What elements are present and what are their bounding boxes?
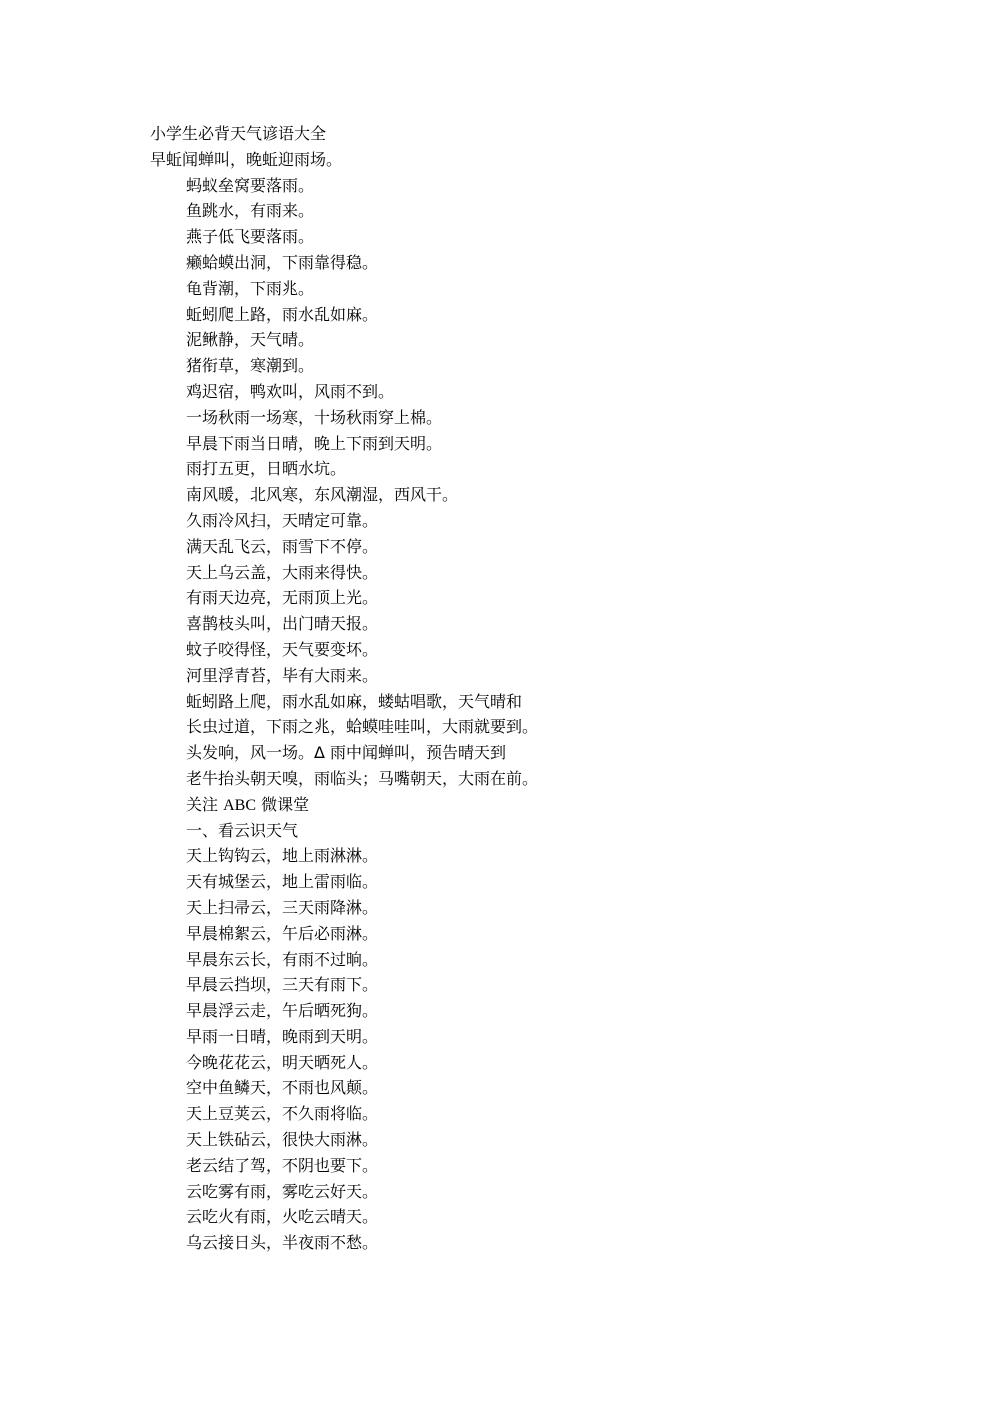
proverb-line: 空中鱼鳞天，不雨也风颠。 [186, 1078, 379, 1098]
proverb-line: 泥鳅静，天气晴。 [186, 330, 315, 350]
proverb-line: 天上钩钩云，地上雨淋淋。 [186, 846, 379, 866]
proverb-line: 天有城堡云，地上雷雨临。 [186, 872, 379, 892]
proverb-line: 猪衔草，寒潮到。 [186, 356, 315, 376]
proverb-line: 天上豆荚云，不久雨将临。 [186, 1104, 379, 1124]
proverb-line: 河里浮青苔，毕有大雨来。 [186, 665, 379, 685]
proverb-line: 早晨下雨当日晴，晚上下雨到天明。 [186, 433, 443, 453]
proverb-line: 天上扫帚云，三天雨降淋。 [186, 897, 379, 917]
proverb-line: 蚯蚓爬上路，雨水乱如麻。 [186, 304, 379, 324]
proverb-line: 天上乌云盖，大雨来得快。 [186, 562, 379, 582]
proverb-line: 早晨东云长，有雨不过晌。 [186, 949, 379, 969]
proverb-line: 龟背潮，下雨兆。 [186, 278, 315, 298]
proverb-line: 鸡迟宿，鸭欢叫，风雨不到。 [186, 381, 395, 401]
proverb-line: 雨打五更，日晒水坑。 [186, 459, 347, 479]
proverb-line: 喜鹊枝头叫，出门晴天报。 [186, 614, 379, 634]
proverb-list [150, 173, 870, 792]
proverb-line: 燕子低飞要落雨。 [186, 227, 315, 247]
proverb-line: 有雨天边亮，无雨顶上光。 [186, 588, 379, 608]
proverb-line: 蚊子咬得怪，天气要变坏。 [186, 639, 379, 659]
follow-brand: ABC [223, 796, 256, 814]
section-heading: 一、看云识天气 [186, 820, 299, 840]
proverb-line: 长虫过道，下雨之兆，蛤蟆哇哇叫，大雨就要到。 [186, 717, 539, 737]
proverb-line: 头发响，风一场。Δ 雨中闻蝉叫，预告晴天到 [186, 743, 507, 763]
proverb-line: 一场秋雨一场寒，十场秋雨穿上棉。 [186, 407, 443, 427]
follow-line [150, 792, 870, 818]
proverb-line: 早晨云挡坝，三天有雨下。 [186, 975, 379, 995]
proverb-line: 早晨浮云走，午后晒死狗。 [186, 1001, 379, 1021]
proverb-line: 天上铁砧云，很快大雨淋。 [186, 1130, 379, 1150]
follow-prefix: 关注 [186, 794, 224, 814]
document-title: 小学生必背天气谚语大全 [150, 124, 327, 143]
proverb-line: 满天乱飞云，雨雪下不停。 [186, 536, 379, 556]
proverb-line: 云吃雾有雨，雾吃云好天。 [186, 1181, 379, 1201]
follow-suffix: 微课堂 [256, 794, 310, 814]
proverb-line: 今晚花花云，明天晒死人。 [186, 1052, 379, 1072]
proverb-line: 早雨一日晴，晚雨到天明。 [186, 1026, 379, 1046]
proverb-line: 蚯蚓路上爬，雨水乱如麻，蝼蛄唱歌，天气晴和 [186, 691, 523, 711]
proverb-line: 云吃火有雨，火吃云晴天。 [186, 1207, 379, 1227]
proverb-line: 蚂蚁垒窝要落雨。 [186, 175, 315, 195]
proverb-line: 老牛抬头朝天嗅，雨临头；马嘴朝天，大雨在前。 [186, 768, 539, 788]
document-body [150, 121, 870, 1256]
proverb-line: 癞蛤蟆出洞，下雨靠得稳。 [186, 252, 379, 272]
proverb-line: 南风暖，北风寒，东风潮湿，西风干。 [186, 485, 459, 505]
proverb-line: 老云结了驾，不阴也要下。 [186, 1155, 379, 1175]
cloud-proverb-list [150, 843, 870, 1256]
proverb-line: 久雨冷风扫，天晴定可靠。 [186, 510, 379, 530]
first-line: 早蚯闻蝉叫，晚蚯迎雨场。 [150, 149, 343, 169]
proverb-line: 早晨棉絮云，午后必雨淋。 [186, 923, 379, 943]
proverb-line: 鱼跳水，有雨来。 [186, 201, 315, 221]
proverb-line: 乌云接日头，半夜雨不愁。 [186, 1233, 379, 1253]
